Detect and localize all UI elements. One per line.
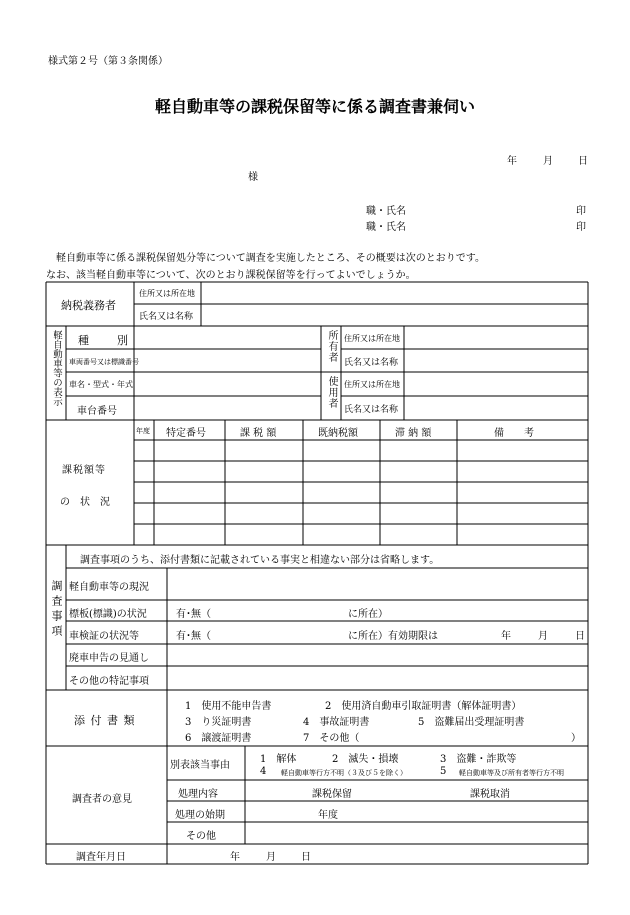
vehicle-side-label: 軽自動車等の表示: [51, 330, 62, 406]
tax-status-label-1: 課税額等: [62, 465, 106, 476]
col-header-arrears: 滞 納 額: [395, 428, 432, 439]
inspection-day: 日: [575, 631, 585, 642]
taxpayer-address-field[interactable]: [204, 285, 586, 302]
attachments-label: 添 付 書 類: [74, 714, 136, 727]
survey-month: 月: [266, 852, 276, 863]
form-number: 様式第２号（第３条関係）: [48, 56, 168, 67]
col-header-tax: 課 税 額: [240, 428, 277, 439]
vehicle-type-field[interactable]: [136, 328, 319, 347]
vehicle-model-field[interactable]: [136, 374, 319, 394]
reason-5[interactable]: 軽自動車等及び所有者等行方不明: [459, 769, 564, 777]
col-header-notes: 備 考: [494, 428, 534, 439]
process-label: 処理内容: [178, 789, 218, 800]
page-title: 軽自動車等の課税保留等に係る調査書兼伺い: [154, 97, 475, 116]
tax-status-label-2: の 状 況: [60, 497, 110, 508]
attachment-6[interactable]: 6 譲渡証明書: [185, 733, 252, 744]
other-notes-field[interactable]: [169, 668, 586, 688]
reason-2[interactable]: 2 滅失・損壊: [332, 754, 399, 765]
process-option-cancel[interactable]: 課税取消: [470, 789, 510, 800]
owner-side-label: 所有者: [326, 330, 337, 363]
inspection-year: 年: [501, 631, 511, 642]
user-name-label: 氏名又は名称: [344, 405, 399, 415]
attachment-1[interactable]: 1 使用不能申告書: [185, 701, 272, 712]
inspection-month: 月: [538, 631, 548, 642]
survey-date-label: 調査年月日: [76, 852, 126, 863]
date-year: 年: [507, 156, 517, 167]
investigation-side-label: 調査事項: [50, 580, 63, 640]
category-label: 別表該当事由: [170, 760, 230, 771]
reason-5-number[interactable]: 5: [440, 766, 447, 777]
owner-name-label: 氏名又は名称: [344, 358, 399, 368]
attachment-7-close: ）: [571, 733, 581, 744]
taxpayer-name-field[interactable]: [204, 307, 586, 324]
official-1-seal: 印: [576, 206, 586, 217]
reason-4-number[interactable]: 4: [260, 766, 267, 777]
reason-3[interactable]: 3 盗難・詐欺等: [440, 754, 517, 765]
plate-option[interactable]: 有･無（: [176, 609, 211, 620]
row-scrap-label: 廃車申告の見通し: [69, 653, 149, 664]
plate-suffix: に所在）: [348, 609, 388, 620]
inspection-option[interactable]: 有･無（: [176, 631, 211, 642]
reason-4[interactable]: 軽自動車等行方不明（３及び５を除く）: [281, 769, 407, 777]
taxpayer-label: 納税義務者: [61, 299, 116, 312]
attachment-7[interactable]: 7 その他（: [303, 733, 360, 744]
col-header-paid: 既納税額: [318, 428, 358, 439]
official-2-label: 職・氏名: [366, 222, 406, 233]
fiscal-year: 年度: [318, 810, 338, 821]
col-header-year: 年度: [136, 427, 150, 435]
row-inspection-label: 車検証の状況等: [69, 631, 139, 642]
scrap-outlook-field[interactable]: [169, 646, 586, 664]
attachment-5[interactable]: 5 盗難届出受理証明書: [418, 717, 525, 728]
intro-line-1: 軽自動車等に係る課税保留処分等について調査を実施したところ、その概要は次のとおりです。: [56, 253, 485, 264]
vehicle-chassis-label: 車台番号: [77, 406, 117, 417]
attachment-2[interactable]: 2 使用済自動車引取証明書（解体証明書）: [325, 701, 522, 712]
date-month: 月: [543, 156, 553, 167]
process-option-hold[interactable]: 課税保留: [312, 789, 352, 800]
col-header-id: 特定番号: [166, 428, 206, 439]
vehicle-plate-field[interactable]: [136, 351, 319, 370]
official-2-seal: 印: [576, 222, 586, 233]
investigation-note: 調査事項のうち、添付書類に記載されている事実と相違ない部分は省略します。: [80, 555, 440, 566]
attachment-4[interactable]: 4 事故証明書: [303, 717, 370, 728]
other-label: その他: [186, 831, 216, 842]
survey-year: 年: [230, 852, 240, 863]
vehicle-plate-label: 車両番号又は標識番号: [69, 358, 139, 366]
current-status-field[interactable]: [169, 570, 586, 598]
taxpayer-address-label: 住所又は所在地: [139, 289, 195, 298]
vehicle-chassis-field[interactable]: [136, 398, 319, 418]
inspection-suffix: に所在）有効期限は: [348, 631, 438, 642]
vehicle-model-label: 車名・型式・年式: [69, 380, 133, 389]
owner-address-label: 住所又は所在地: [344, 334, 400, 343]
official-1-label: 職・氏名: [366, 206, 406, 217]
row-plate-label: 標板(標識)の状況: [69, 609, 147, 620]
reason-1[interactable]: 1 解体: [260, 754, 297, 765]
vehicle-type-label: 種 別: [78, 334, 130, 347]
opinion-other-field[interactable]: [247, 824, 586, 842]
user-side-label: 使用者: [326, 376, 337, 409]
user-address-label: 住所又は所在地: [344, 380, 400, 389]
start-label: 処理の始期: [175, 810, 225, 821]
taxpayer-name-label: 氏名又は名称: [139, 312, 194, 322]
attachment-3[interactable]: 3 り災証明書: [185, 717, 252, 728]
row-other-label: その他の特記事項: [69, 676, 149, 687]
opinion-label: 調査者の意見: [72, 794, 132, 805]
addressee-suffix: 様: [248, 172, 258, 183]
row-current-label: 軽自動車等の現況: [69, 582, 149, 593]
survey-day: 日: [301, 852, 311, 863]
date-day: 日: [578, 156, 588, 167]
intro-line-2: なお、該当軽自動車等について、次のとおり課税保留等を行ってよいでしょうか。: [46, 270, 416, 281]
